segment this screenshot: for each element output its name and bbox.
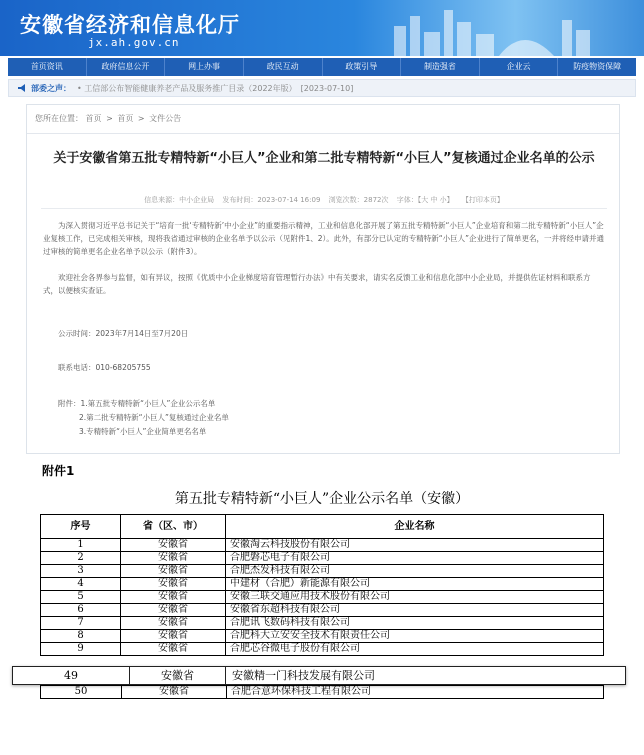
print-page-link[interactable]: 【打印本页】 (461, 196, 504, 204)
meta-date: 发布时间：2023-07-14 16:09 (222, 196, 321, 204)
publicity-period: 公示时间：2023年7月14日至7月20日 (58, 329, 189, 338)
row-province: 安徽省 (121, 604, 226, 617)
table-header-row (41, 515, 604, 539)
site-title[interactable]: 安徽省经济和信息化厅 (20, 13, 240, 37)
annex-table-title: 第五批专精特新“小巨人”企业公示名单（安徽） (174, 491, 470, 507)
row-company: 合肥合意环保科技工程有限公司 (226, 686, 603, 698)
breadcrumb-home-2[interactable]: 首页 (117, 114, 134, 123)
row-number: 6 (41, 604, 121, 617)
row-number: 7 (41, 617, 121, 630)
contact-phone: 联系电话：010-68205755 (58, 363, 151, 372)
table-row (41, 643, 604, 656)
row-number: 1 (41, 539, 121, 552)
row-company: 合肥磐芯电子有限公司 (226, 552, 604, 565)
table-row (41, 552, 604, 565)
divider (41, 208, 607, 209)
row-number: 2 (41, 552, 121, 565)
table-row (41, 591, 604, 604)
row-company: 安徽三联交通应用技术股份有限公司 (226, 591, 604, 604)
table-row (41, 539, 604, 552)
annex-heading: 附件1 (42, 464, 75, 478)
attachment-link-1[interactable]: 附件：1.第五批专精特新“小巨人”企业公示名单 (58, 399, 216, 408)
breadcrumb (35, 113, 181, 124)
row-province: 安徽省 (121, 686, 226, 698)
table-row (41, 617, 604, 630)
row-province: 安徽省 (121, 552, 226, 565)
breadcrumb-home[interactable]: 首页 (85, 114, 102, 123)
row-number: 9 (41, 643, 121, 656)
row-province: 安徽省 (121, 630, 226, 643)
table-row (41, 604, 604, 617)
site-header (0, 0, 644, 56)
row-province: 安徽省 (121, 578, 226, 591)
row-company: 安徽精一门科技发展有限公司 (225, 667, 625, 684)
row-number: 50 (74, 686, 88, 697)
nav-item-manufacturing[interactable]: 制造强省 (401, 58, 480, 76)
article-paragraph: 为深入贯彻习近平总书记关于“培育一批‘专精特新’中小企业”的重要指示精神，工业和信息化部开展了第五批专精特新“小巨人”企业培育和第二批专精特新“小巨人”企业复核工作，已完成相关审核，现将我省通过审核的企业名单予以公示（见附件1、2）。此外，有部分已认定的专精特新“小巨人”企业进行了简单更名，一并将经申请并通过审核的简单更名企业名单予以公示（附件3）。 (43, 221, 605, 256)
meta-source: 信息来源：中小企业局 (144, 196, 215, 204)
row-company: 合肥科大立安安全技术有限责任公司 (226, 630, 604, 643)
row-province: 安徽省 (121, 591, 226, 604)
table-row (41, 565, 604, 578)
meta-font-size[interactable]: 字体：【大 中 小】 (396, 196, 454, 204)
row-number: 8 (41, 630, 121, 643)
column-header-province: 省（区、市） (121, 515, 226, 539)
row-province: 安徽省 (121, 539, 226, 552)
row-number: 49 (64, 669, 78, 682)
row-number: 4 (41, 578, 121, 591)
attachment-link-2[interactable]: 2.第二批专精特新“小巨人”复核通过企业名单 (79, 413, 229, 422)
table-row (40, 685, 604, 699)
row-number: 5 (41, 591, 121, 604)
meta-views: 浏览次数：2872次 (328, 196, 389, 204)
nav-item-home[interactable]: 首页资讯 (8, 58, 87, 76)
nav-item-enterprise-cloud[interactable]: 企业云 (480, 58, 559, 76)
nav-item-online-service[interactable]: 网上办事 (165, 58, 244, 76)
breadcrumb-file-notices[interactable]: 文件公告 (149, 114, 182, 123)
row-company: 中建材（合肥）新能源有限公司 (226, 578, 604, 591)
row-company: 合肥芯谷微电子股份有限公司 (226, 643, 604, 656)
article-meta (41, 195, 607, 205)
breadcrumb-prefix: 您所在位置： (35, 114, 83, 123)
ticker-link[interactable]: • 工信部公布智能健康养老产品及服务推广目录（2022年版） [2023-07-10] (77, 83, 354, 93)
ticker-label: 部委之声： (31, 83, 71, 93)
article-paragraph: 欢迎社会各界参与监督，如有异议，按照《优质中小企业梯度培育管理暂行办法》中有关要求，请实名反馈工业和信息化部中小企业局，并提供佐证材料和联系方式，以便核实查证。 (43, 273, 591, 295)
article-panel (26, 104, 620, 454)
highlighted-table-row (12, 666, 626, 685)
table-row (41, 630, 604, 643)
row-company: 合肥杰发科技有限公司 (226, 565, 604, 578)
row-company: 安徽淘云科技股份有限公司 (226, 539, 604, 552)
megaphone-icon (17, 83, 27, 93)
row-number: 3 (41, 565, 121, 578)
main-nav (8, 58, 636, 76)
column-header-number: 序号 (41, 515, 121, 539)
ministry-news-ticker (8, 79, 636, 97)
row-company: 合肥讯飞数码科技有限公司 (226, 617, 604, 630)
breadcrumb-separator: > (106, 114, 113, 123)
row-company: 安徽省东超科技有限公司 (226, 604, 604, 617)
row-province: 安徽省 (121, 643, 226, 656)
article-title: 关于安徽省第五批专精特新“小巨人”企业和第二批专精特新“小巨人”复核通过企业名单的公示 (53, 151, 595, 166)
attachment-link-3[interactable]: 3.专精特新“小巨人”企业简单更名名单 (79, 427, 207, 436)
breadcrumb-separator: > (137, 114, 145, 123)
column-header-company: 企业名称 (226, 515, 604, 539)
row-province: 安徽省 (121, 617, 226, 630)
nav-item-policy[interactable]: 政策引导 (323, 58, 402, 76)
row-province: 安徽省 (121, 565, 226, 578)
table-row (41, 578, 604, 591)
site-domain: jx.ah.gov.cn (88, 36, 180, 49)
divider (27, 133, 619, 134)
nav-item-gov-info[interactable]: 政府信息公开 (87, 58, 166, 76)
nav-item-interaction[interactable]: 政民互动 (244, 58, 323, 76)
row-province: 安徽省 (129, 667, 225, 684)
city-skyline-illustration (384, 4, 604, 56)
enterprise-list-table (40, 514, 604, 656)
nav-item-epidemic-supplies[interactable]: 防疫物资保障 (573, 62, 622, 71)
